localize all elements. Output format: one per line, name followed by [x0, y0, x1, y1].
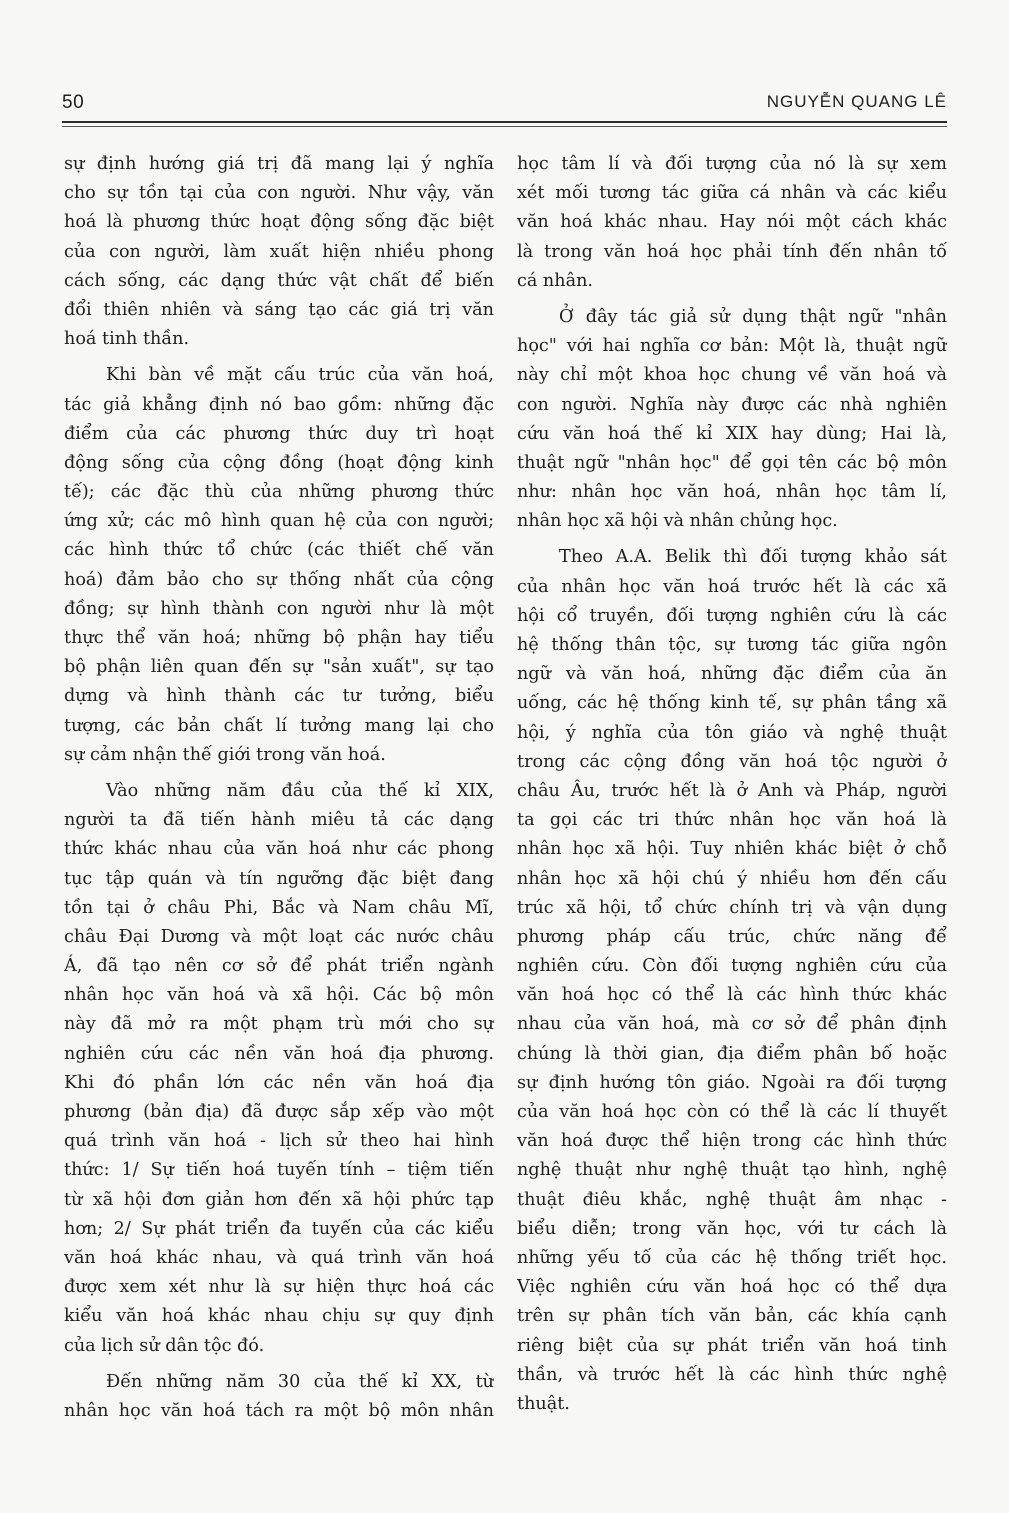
text-line: kiểu văn hoá khác nhau chịu sự quy định — [64, 1306, 494, 1327]
text-line: như: nhân học văn hoá, nhân học tâm lí, — [517, 482, 947, 503]
text-line: phương pháp cấu trúc, chức năng để — [517, 926, 947, 947]
text-line: riêng biệt của sự phát triển văn hoá tinh — [517, 1335, 947, 1356]
text-line: trúc xã hội, tổ chức chính trị và vận dụng — [517, 897, 947, 918]
text-line: Theo A.A. Belik thì đối tượng khảo sát — [559, 547, 947, 568]
text-line: văn hoá khác nhau, và quá trình văn hoá — [64, 1247, 494, 1268]
text-line: biểu diễn; trong văn học, với tư cách là — [517, 1218, 947, 1239]
text-line: Khi bàn về mặt cấu trúc của văn hoá, — [106, 365, 494, 386]
text-line: châu Âu, trước hết là ở Anh và Pháp, người — [517, 780, 947, 801]
text-line: cách sống, các dạng thức vật chất để biến — [64, 270, 494, 291]
text-line: Vào những năm đầu của thế kỉ XIX, — [106, 780, 494, 801]
header-rule — [62, 121, 947, 123]
page-header — [62, 88, 947, 122]
text-line: nhân học văn hoá tách ra một bộ môn nhân — [64, 1400, 494, 1421]
text-line: nghệ thuật như nghệ thuật tạo hình, nghệ — [517, 1160, 947, 1181]
text-line: thuật điêu khắc, nghệ thuật âm nhạc - — [517, 1189, 947, 1210]
text-line: trên sự phân tích văn bản, các khía cạnh — [517, 1306, 947, 1327]
text-line: thần, và trước hết là các hình thức nghệ — [517, 1364, 947, 1385]
text-line: nhân học xã hội. Tuy nhiên khác biệt ở chỗ — [517, 839, 947, 860]
text-line: thức: 1/ Sự tiến hoá tuyến tính – tiệm tiến — [64, 1160, 494, 1181]
text-line: đổi thiên nhiên và sáng tạo các giá trị văn — [64, 299, 494, 320]
header-rule-thin — [62, 126, 947, 127]
text-line: sự định hướng tôn giáo. Ngoài ra đối tượng — [517, 1072, 947, 1093]
text-line: hệ thống thân tộc, sự tương tác giữa ngôn — [517, 635, 947, 655]
text-line: ngữ và văn hoá, những đặc điểm của ăn — [517, 664, 947, 685]
text-line: hội, ý nghĩa của tôn giáo và nghệ thuật — [517, 722, 947, 743]
text-line: Đến những năm 30 của thế kỉ XX, từ — [106, 1371, 494, 1392]
text-line: các hình thức tổ chức (các thiết chế văn — [64, 540, 494, 561]
left-text-column — [64, 150, 494, 1426]
text-line: cho sự tồn tại của con người. Như vậy, văn — [64, 183, 494, 204]
text-line: tượng, các bản chất lí tưởng mang lại cho — [64, 715, 494, 736]
right-text-column — [517, 150, 947, 1419]
text-line: tồn tại ở châu Phi, Bắc và Nam châu Mĩ, — [64, 897, 494, 918]
text-line: Ở đây tác giả sử dụng thật ngữ "nhân — [559, 306, 947, 327]
text-line: điểm của các phương thức duy trì hoạt — [64, 423, 494, 444]
text-line: học" với hai nghĩa cơ bản: Một là, thuật ngữ — [517, 336, 947, 357]
text-line: hoá là phương thức hoạt động sống đặc biệt — [64, 212, 494, 233]
text-line: của nhân học văn hoá trước hết là các xã — [517, 576, 947, 597]
text-line: chúng là thời gian, địa điểm phân bố hoặc — [517, 1043, 947, 1064]
text-line: văn hoá được thể hiện trong các hình thức — [517, 1131, 947, 1152]
text-line: nhân học văn hoá và xã hội. Các bộ môn — [64, 985, 494, 1006]
text-line: động sống của cộng đồng (hoạt động kinh — [64, 452, 494, 473]
text-line: ứng xử; các mô hình quan hệ của con người; — [64, 511, 494, 532]
text-line: châu Đại Dương và một loạt các nước châu — [64, 926, 494, 947]
text-line: nghiên cứu các nền văn hoá địa phương. — [64, 1043, 494, 1064]
text-line: tác giả khẳng định nó bao gồm: những đặc — [64, 394, 494, 415]
text-line: thuật. — [517, 1393, 570, 1414]
text-line: thuật ngữ "nhân học" để gọi tên các bộ môn — [517, 452, 947, 473]
text-line: văn hoá khác nhau. Hay nói một cách khác — [517, 212, 947, 233]
text-line: nhau của văn hoá, mà cơ sở để phân định — [517, 1014, 947, 1035]
text-line: đồng; sự hình thành con người như là một — [64, 598, 494, 619]
text-line: hơn; 2/ Sự phát triển đa tuyến của các kiểu — [64, 1218, 494, 1239]
text-line: Á, đã tạo nên cơ sở để phát triển ngành — [64, 956, 494, 977]
text-line: xét mối tương tác giữa cá nhân và các kiểu — [517, 183, 947, 204]
text-line: từ xã hội đơn giản hơn đến xã hội phức tạp — [64, 1189, 494, 1210]
text-line: nhân học xã hội chú ý nhiều hơn đến cấu — [517, 868, 947, 889]
text-line: thực thể văn hoá; những bộ phận hay tiểu — [64, 628, 494, 648]
text-line: nghiên cứu. Còn đối tượng nghiên cứu của — [517, 956, 947, 977]
text-line: Khi đó phần lớn các nền văn hoá địa — [64, 1072, 494, 1093]
text-line: tục tập quán và tín ngưỡng đặc biệt đang — [64, 868, 494, 889]
text-line: ta gọi các tri thức nhân học văn hoá là — [517, 810, 947, 831]
text-line: nhân học xã hội và nhân chủng học. — [517, 511, 838, 532]
text-line: phương (bản địa) đã được sắp xếp vào một — [64, 1102, 494, 1122]
text-line: trong các cộng đồng văn hoá tộc người ở — [517, 751, 947, 772]
text-line: hội cổ truyền, đối tượng nghiên cứu là các — [517, 605, 947, 626]
text-line: này đã mở ra một phạm trù mới cho sự — [64, 1014, 494, 1035]
text-line: hoá tinh thần. — [64, 329, 190, 350]
text-line: cá nhân. — [517, 270, 594, 291]
text-line: của văn hoá học còn có thể là các lí thuyết — [517, 1102, 947, 1122]
running-head-author: NGUYỄN QUANG LÊ — [766, 92, 947, 111]
text-line: con người. Nghĩa này được các nhà nghiên — [517, 394, 947, 415]
text-line: người ta đã tiến hành miêu tả các dạng — [64, 810, 494, 831]
text-line: uống, các hệ thống kinh tế, sự phân tầng xã — [517, 693, 947, 714]
text-line: thức khác nhau của văn hoá như các phong — [64, 839, 494, 860]
text-line: cứu văn hoá thế kỉ XIX hay dùng; Hai là, — [517, 423, 947, 444]
page-number: 50 — [62, 92, 85, 113]
text-line: hoá) đảm bảo cho sự thống nhất của cộng — [64, 569, 494, 590]
text-line: là trong văn hoá học phải tính đến nhân tố — [517, 241, 947, 262]
text-line: học tâm lí và đối tượng của nó là sự xem — [517, 154, 947, 174]
text-line: của con người, làm xuất hiện nhiều phong — [64, 241, 494, 262]
text-line: những yếu tố của các hệ thống triết học. — [517, 1247, 947, 1268]
text-line: quá trình văn hoá - lịch sử theo hai hình — [64, 1131, 494, 1152]
text-line: dựng và hình thành các tư tưởng, biểu — [64, 686, 494, 707]
text-line: của lịch sử dân tộc đó. — [64, 1335, 265, 1356]
text-line: Việc nghiên cứu văn hoá học có thể dựa — [517, 1277, 947, 1298]
text-line: văn hoá học có thể là các hình thức khác — [517, 985, 947, 1006]
text-line: bộ phận liên quan đến sự "sản xuất", sự tạo — [64, 657, 494, 678]
text-line: sự định hướng giá trị đã mang lại ý nghĩa — [64, 154, 494, 174]
text-line: này chỉ một khoa học chung về văn hoá và — [517, 365, 947, 386]
text-line: được xem xét như là sự hiện thực hoá các — [64, 1277, 494, 1298]
text-line: sự cảm nhận thế giới trong văn hoá. — [64, 744, 386, 765]
text-line: tế); các đặc thù của những phương thức — [64, 482, 494, 503]
